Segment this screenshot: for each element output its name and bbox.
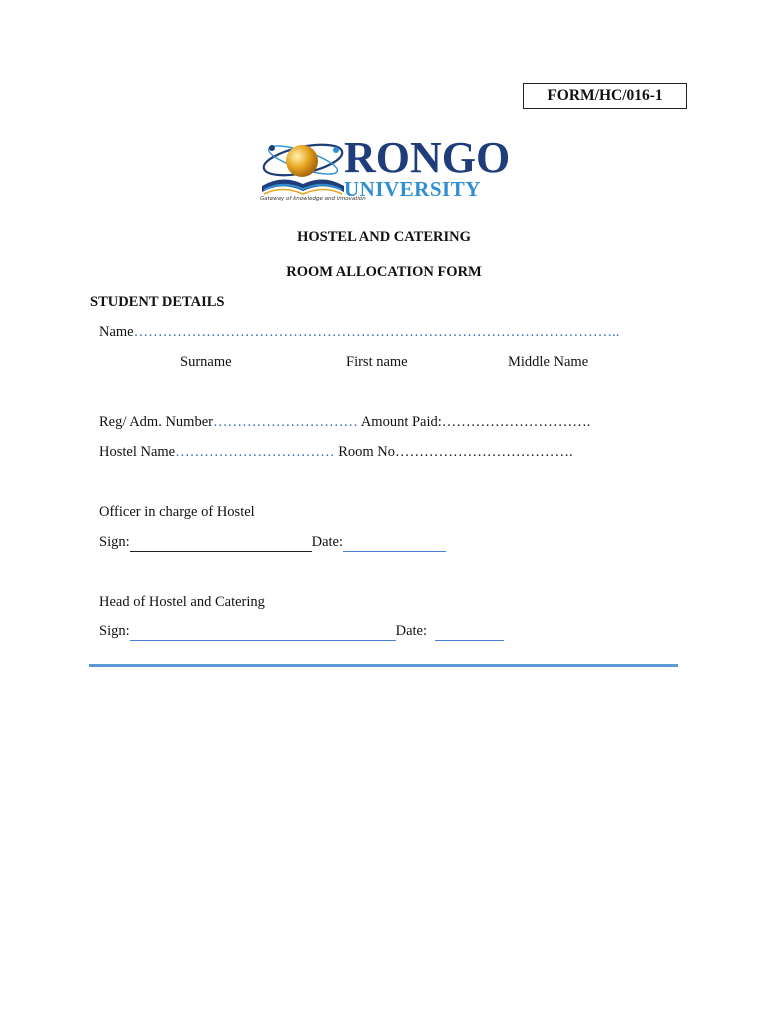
hostel-name-label: Hostel Name [99, 444, 176, 460]
university-logo [258, 134, 510, 212]
head-date-field[interactable] [435, 623, 504, 641]
hostel-name-field[interactable]: …………………………… [175, 444, 335, 460]
reg-amount-row [99, 414, 590, 431]
reg-number-field[interactable]: ………………………… [212, 414, 358, 430]
logo-wordmark-university: UNIVERSITY [344, 177, 481, 201]
officer-in-charge-label: Officer in charge of Hostel [99, 504, 255, 520]
reg-number-label: Reg/ Adm. Number [99, 414, 213, 430]
amount-paid-field[interactable]: …………………………. [441, 414, 591, 430]
head-of-hostel-label: Head of Hostel and Catering [99, 594, 265, 610]
form-code: FORM/HC/016-1 [523, 83, 687, 109]
logo-wordmark-rongo: RONGO [344, 133, 511, 182]
room-no-field[interactable]: ………………………………. [395, 444, 573, 460]
amount-paid-label: Amount Paid: [360, 414, 442, 430]
officer-date-label: Date: [311, 534, 344, 550]
first-name-label: First name [346, 354, 408, 370]
form-title-hostel-catering: HOSTEL AND CATERING [297, 229, 471, 245]
middle-name-label: Middle Name [508, 354, 589, 370]
name-field[interactable]: ……………………………………………………………………………………….. [133, 324, 620, 340]
officer-date-field[interactable] [343, 534, 446, 552]
divider-rule [89, 664, 678, 667]
head-sign-row [99, 623, 504, 641]
head-sign-field[interactable] [130, 623, 396, 641]
surname-label: Surname [180, 354, 232, 370]
officer-sign-label: Sign: [99, 534, 130, 550]
head-sign-label: Sign: [99, 623, 130, 639]
hostel-room-row [99, 444, 573, 461]
officer-sign-field[interactable] [130, 534, 312, 552]
head-date-label: Date: [395, 623, 428, 639]
room-no-label: Room No [338, 444, 396, 460]
form-title-room-allocation: ROOM ALLOCATION FORM [286, 264, 482, 280]
logo-motto: Gateway of knowledge and innovation [260, 196, 366, 202]
name-label: Name [99, 324, 134, 340]
name-row [99, 324, 619, 341]
officer-sign-row [99, 534, 446, 552]
section-title-student-details: STUDENT DETAILS [90, 294, 225, 310]
